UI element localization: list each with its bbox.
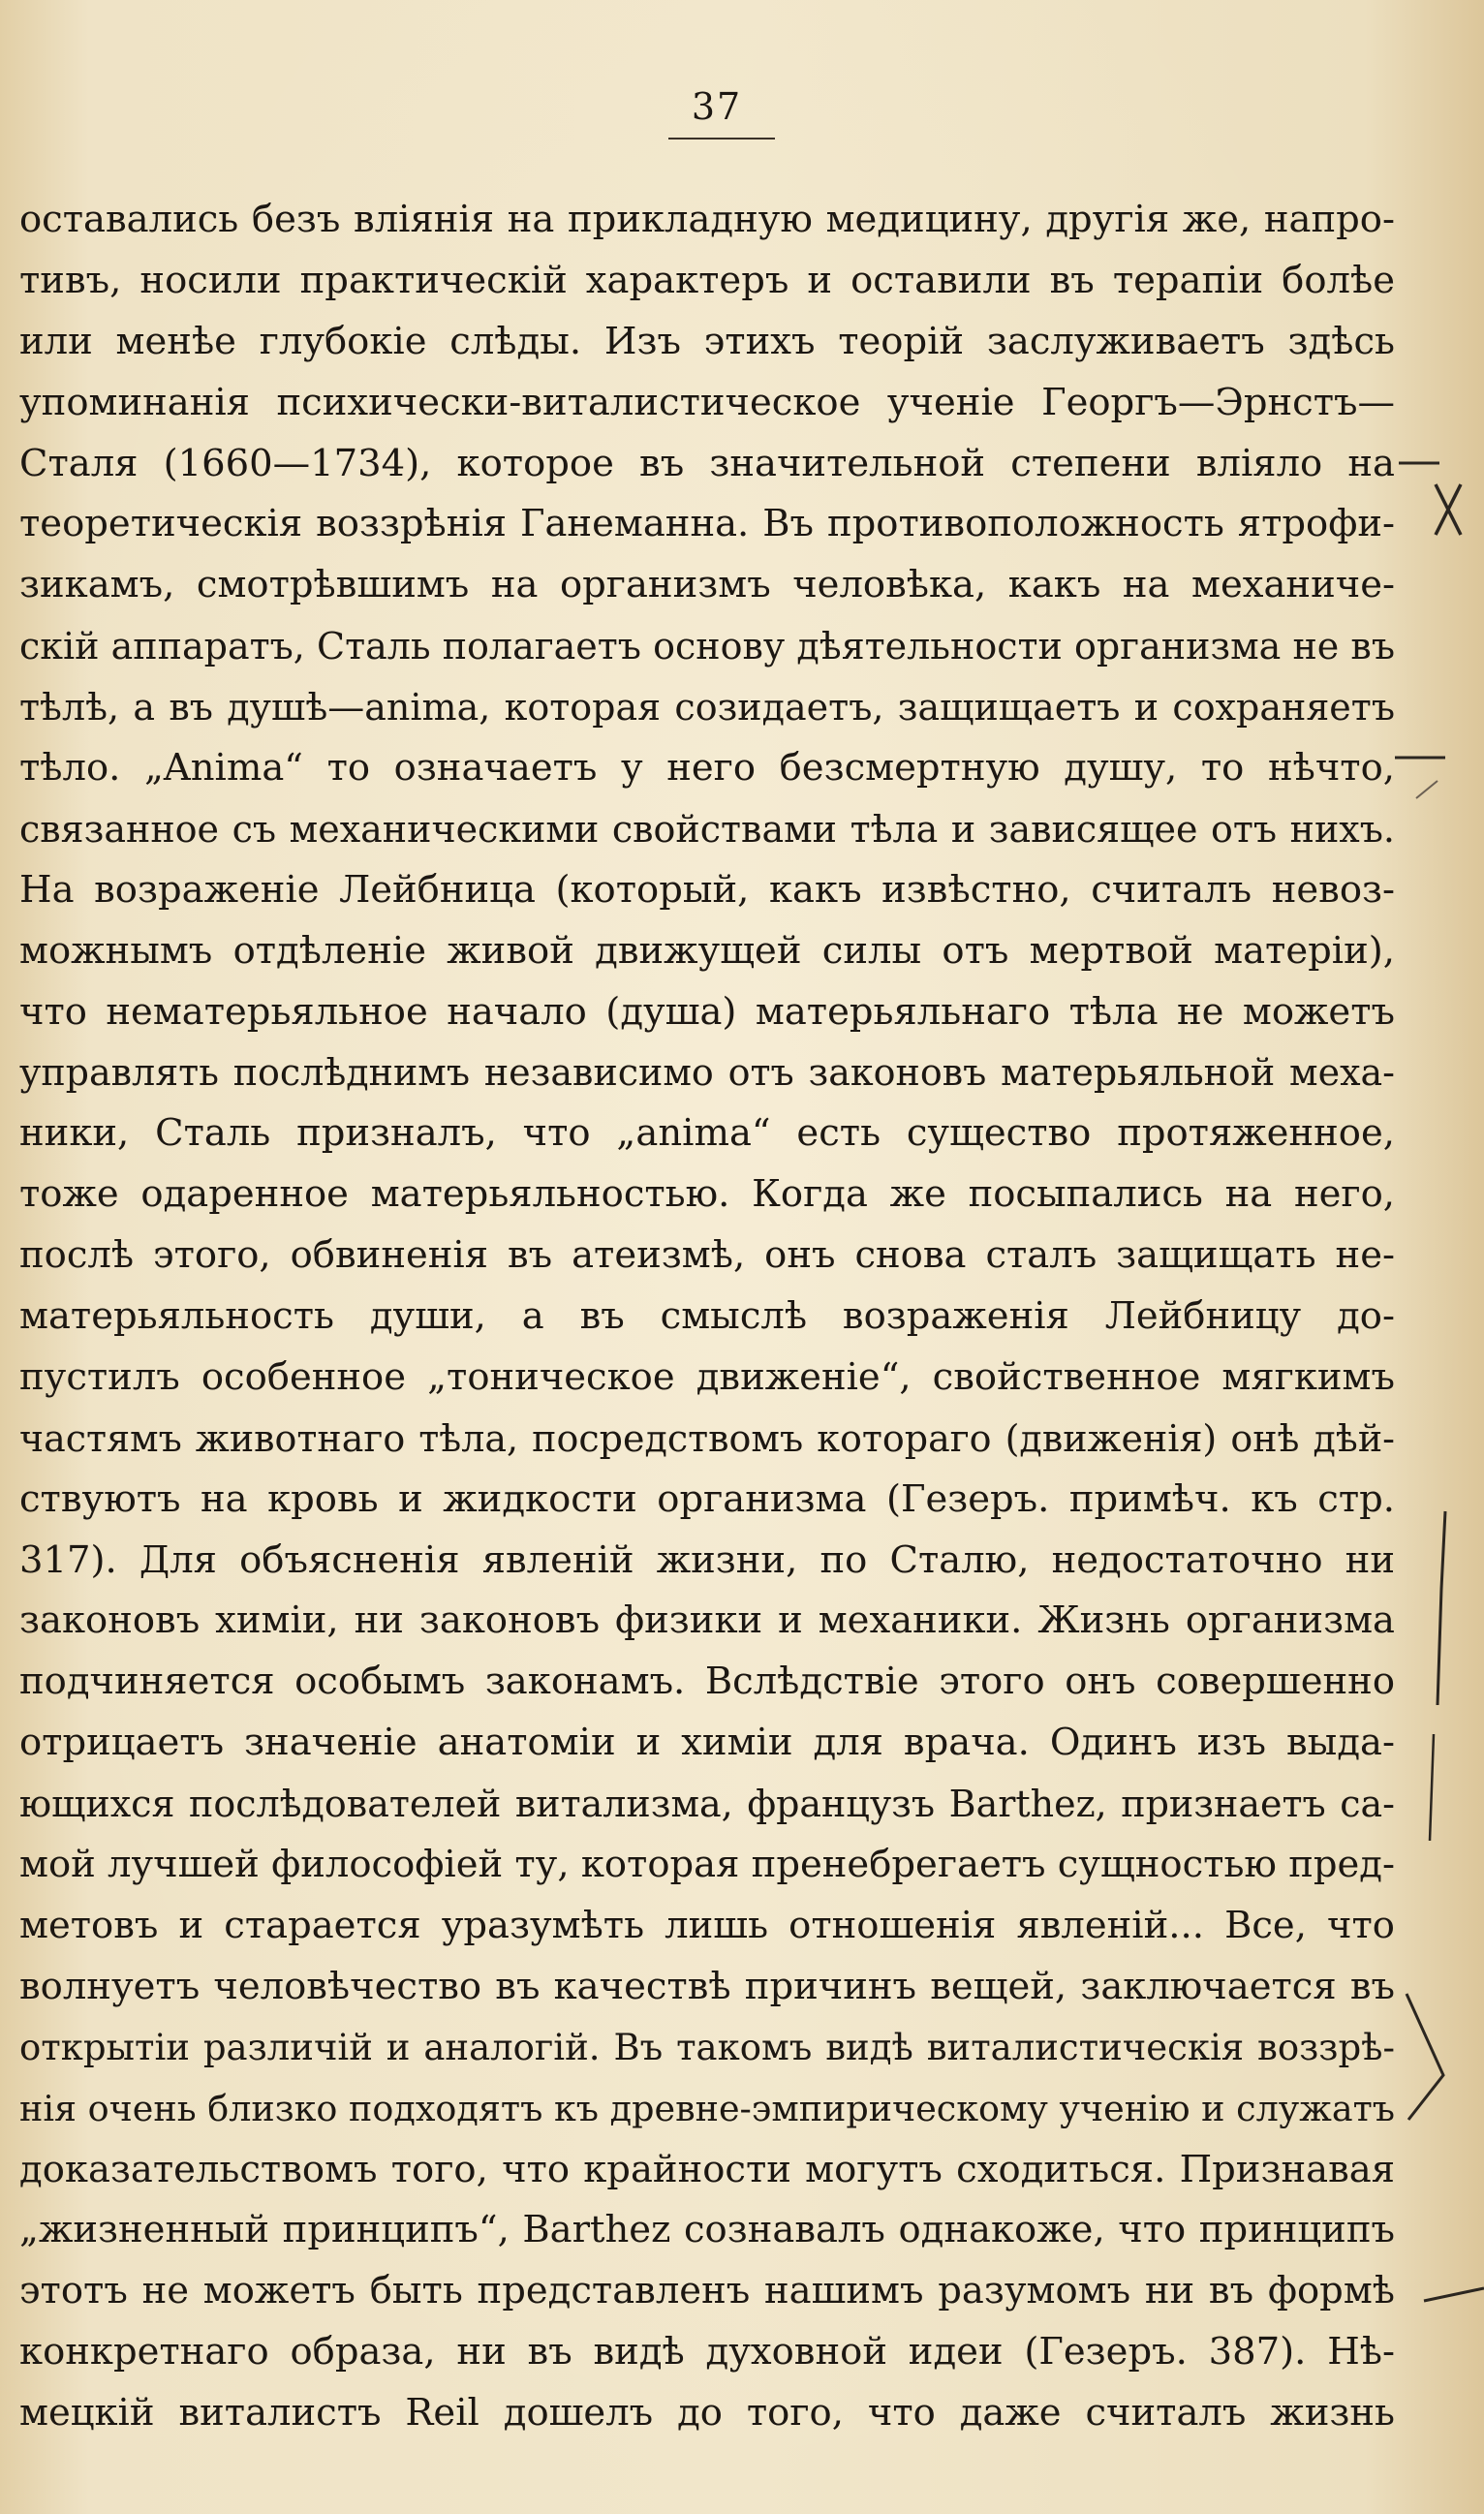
text-line: пустилъ особенное „тоническое движеніе“, свойственное мягкимъ [19, 1354, 1395, 1399]
text-line: скій аппаратъ, Сталь полагаетъ основу дѣятельности организма не въ [19, 625, 1395, 668]
dash-mark [1424, 2288, 1484, 2301]
text-line: тоже одаренное матерьяльностью. Когда же посыпались на него, [19, 1172, 1395, 1217]
text-line: ствуютъ на кровь и жидкости организма (Гезеръ. примѣч. къ стр. [19, 1476, 1395, 1521]
text-line: открытіи различій и аналогій. Въ такомъ видѣ виталистическія воззрѣ- [19, 2026, 1395, 2068]
dash-mark [1395, 758, 1445, 798]
text-line: конкретнаго образа, ни въ видѣ духовной идеи (Гезеръ. 387). Нѣ- [19, 2330, 1395, 2374]
text-line: послѣ этого, обвиненія въ атеизмѣ, онъ снова сталъ защищать не- [19, 1233, 1395, 1278]
text-line: матерьяльность души, а въ смыслѣ возраженія Лейбницу до- [19, 1294, 1395, 1339]
text-line: частямъ животнаго тѣла, посредствомъ котораго (движенія) онѣ дѣй- [19, 1416, 1395, 1460]
text-line: теоретическія воззрѣнія Ганеманна. Въ противоположность ятрофи- [19, 502, 1395, 546]
text-line: 317). Для объясненія явленій жизни, по Сталю, недостаточно ни [19, 1537, 1395, 1582]
angle-bracket [1407, 1994, 1443, 2120]
text-line: законовъ химіи, ни законовъ физики и механики. Жизнь организма [19, 1598, 1395, 1643]
text-line: доказательствомъ того, что крайности могутъ сходиться. Признавая [19, 2147, 1395, 2191]
text-line: „жизненный принципъ“, Barthez сознавалъ однакоже, что принципъ [19, 2208, 1395, 2252]
text-line: мой лучшей философіей ту, которая пренебрегаетъ сущностью пред- [19, 1843, 1395, 1887]
text-line: ющихся послѣдователей витализма, французъ Barthez, признаетъ са- [19, 1783, 1395, 1826]
text-line: отрицаетъ значеніе анатоміи и химіи для врача. Одинъ изъ выда- [19, 1721, 1395, 1765]
text-line: зикамъ, смотрѣвшимъ на организмъ человѣка, какъ на механиче- [19, 563, 1395, 607]
margin-annotations-drawing [1395, 0, 1484, 2514]
text-line: волнуетъ человѣчество въ качествѣ причинъ вещей, заключается въ [19, 1964, 1395, 2008]
bracket-line [1430, 1511, 1445, 1841]
text-line: управлять послѣднимъ независимо отъ законовъ матерьяльной меха- [19, 1051, 1395, 1095]
text-line: оставались безъ вліянія на прикладную медицину, другія же, напро- [19, 198, 1395, 241]
text-line: или менѣе глубокіе слѣды. Изъ этихъ теорій заслуживаетъ здѣсь [19, 319, 1395, 363]
cross-mark [1399, 463, 1461, 535]
text-line: связанное съ механическими свойствами тѣла и зависящее отъ нихъ. [19, 807, 1395, 851]
body-text [19, 190, 1395, 2444]
page-number-rule [668, 138, 775, 140]
margin-annotations [1395, 0, 1484, 2514]
text-line: ники, Сталь призналъ, что „anima“ есть существо протяженное, [19, 1111, 1395, 1156]
text-line: этотъ не можетъ быть представленъ нашимъ разумомъ ни въ формѣ [19, 2269, 1395, 2313]
text-line: что нематерьяльное начало (душа) матерьяльнаго тѣла не можетъ [19, 989, 1395, 1034]
text-line: нія очень близко подходятъ къ древне-эмпирическому ученію и служатъ [19, 2087, 1395, 2129]
text-line: тивъ, носили практическій характеръ и оставили въ терапіи болѣе [19, 258, 1395, 302]
text-line: упоминанія психически-виталистическое ученіе Георгъ—Эрнстъ— [19, 380, 1395, 424]
text-line: тѣло. „Anima“ то означаетъ у него безсмертную душу, то нѣчто, [19, 746, 1395, 791]
text-line: На возраженіе Лейбница (который, какъ извѣстно, считалъ невоз- [19, 867, 1395, 912]
page-number: 37 [691, 85, 743, 128]
text-line: можнымъ отдѣленіе живой движущей силы отъ мертвой матеріи), [19, 928, 1395, 973]
text-line: Сталя (1660—1734), которое въ значительной степени вліяло на [19, 441, 1395, 485]
text-line: метовъ и старается уразумѣть лишь отношенія явленій... Все, что [19, 1903, 1395, 1947]
text-line: подчиняется особымъ законамъ. Вслѣдствіе этого онъ совершенно [19, 1660, 1395, 1704]
text-line: мецкій виталистъ Reil дошелъ до того, что даже считалъ жизнь [19, 2391, 1395, 2436]
text-line: тѣлѣ, а въ душѣ—anima, которая созидаетъ, защищаетъ и сохраняетъ [19, 686, 1395, 729]
